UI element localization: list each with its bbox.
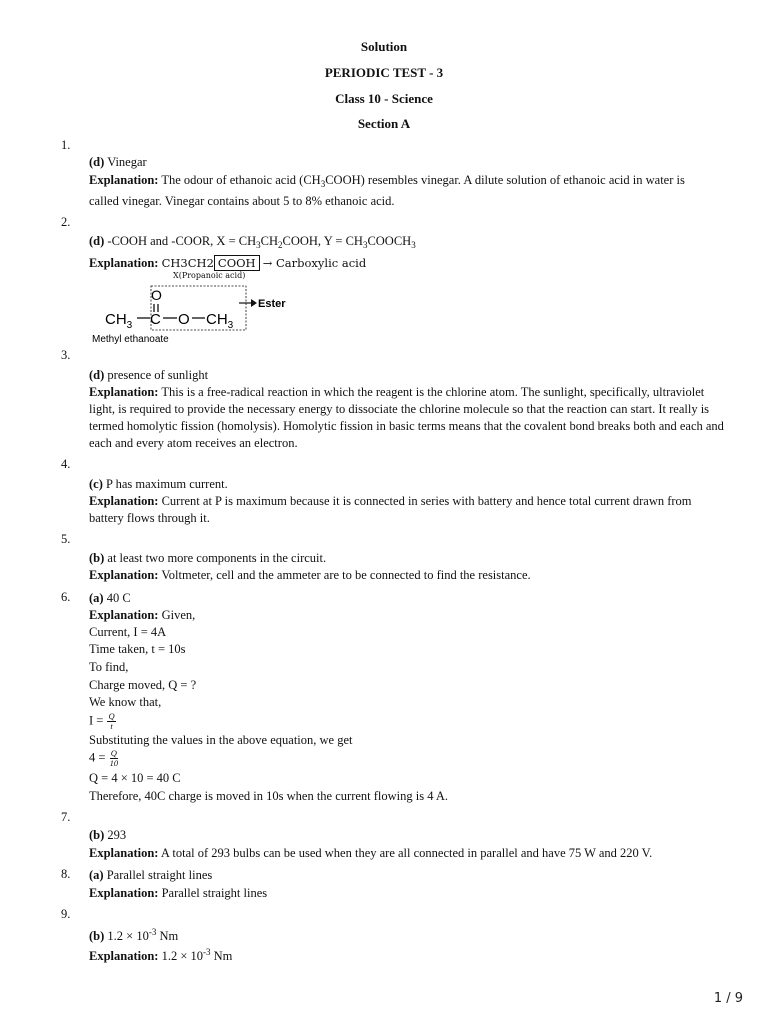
answer-option: (d) xyxy=(89,155,105,169)
explanation-line: Therefore, 40C charge is moved in 10s when the current flowing is 4 A. xyxy=(89,789,449,803)
methyl-right: $CH_3$ xyxy=(206,311,234,331)
explanation-label: Explanation: xyxy=(89,385,159,399)
answer-line xyxy=(89,867,734,885)
question-number: 9. xyxy=(61,907,71,921)
answer-text: CH xyxy=(260,234,278,248)
explanation-line: Time taken, t = 10s xyxy=(89,642,186,656)
explanation-text: This is a free-radical reaction in which the reagent is the chlorine atom. The sunlight, specifically, ultraviolet xyxy=(161,385,705,399)
subscript: 3 xyxy=(362,240,368,250)
answer-line xyxy=(89,367,734,385)
methyl-ethanoate-structure xyxy=(89,283,309,347)
explanation-line: termed homolytic fission (homolysis). Homolytic fission in basic terms means that the covalent bond breaks both and each and xyxy=(89,419,724,433)
explanation-line: Charge moved, Q = ? xyxy=(89,678,197,692)
oxygen-middle: O xyxy=(178,311,190,328)
answer-option: (c) xyxy=(89,477,103,491)
compound-name: Methyl ethanoate xyxy=(92,334,169,345)
formula-text: 4 = xyxy=(89,750,106,765)
explanation-text: The odour of ethanoic acid (CH xyxy=(161,173,321,187)
answer-line xyxy=(89,590,734,608)
answer-text: COOCH xyxy=(367,234,412,248)
question-number: 4. xyxy=(61,457,71,471)
answer-line xyxy=(89,928,734,946)
explanation-line: Substituting the values in the above equation, we get xyxy=(89,733,353,747)
explanation-line xyxy=(89,607,734,625)
section-title: Section A xyxy=(357,116,411,131)
answer-text: Vinegar xyxy=(107,155,147,169)
answer-option: (d) xyxy=(89,234,105,248)
formula-line xyxy=(89,749,734,768)
explanation-line: each and every atom receives an electron. xyxy=(89,436,298,450)
answer-option: (a) xyxy=(89,868,104,882)
explanation-line xyxy=(89,885,734,903)
superscript: -3 xyxy=(148,927,157,937)
explanation-text: Voltmeter, cell and the ammeter are to be connected to find the resistance. xyxy=(161,568,531,582)
test-title: PERIODIC TEST - 3 xyxy=(324,65,444,80)
superscript: -3 xyxy=(203,947,211,957)
explanation-line xyxy=(89,567,734,585)
answer-text: P has maximum current. xyxy=(106,477,228,491)
fraction-q-over-10: $\frac{Q}{10}$ xyxy=(109,748,119,768)
explanation-line: called vinegar. Vinegar contains about 5 to 8% ethanoic acid. xyxy=(89,194,395,208)
explanation-line xyxy=(89,845,734,863)
question-number: 2. xyxy=(61,215,71,229)
fraction-q-over-t: $\frac{Q}{t}$ xyxy=(108,711,115,731)
explanation-text: Given, xyxy=(161,608,196,622)
carbon: C xyxy=(150,311,161,328)
answer-line xyxy=(89,827,734,845)
subscript: 2 xyxy=(278,240,283,250)
explanation-line xyxy=(89,255,734,273)
question-number: 7. xyxy=(61,810,71,824)
explanation-label: Explanation: xyxy=(89,608,159,622)
answer-text: -COOH and -COOR, X = CH xyxy=(107,234,257,248)
explanation-line xyxy=(89,493,734,511)
formula-boxed-group: COOH xyxy=(214,255,260,271)
propanoic-label: X(Propanoic acid) xyxy=(173,271,246,280)
explanation-text: Current at P is maximum because it is connected in series with battery and hence total current drawn from xyxy=(161,494,692,508)
explanation-text: 1.2 × 10 xyxy=(161,949,204,963)
ester-label: Ester xyxy=(258,298,286,310)
question-number: 3. xyxy=(61,348,71,362)
answer-text: 40 C xyxy=(106,591,131,605)
answer-line xyxy=(89,550,734,568)
formula-result: → Carboxylic acid xyxy=(262,256,367,270)
answer-text: presence of sunlight xyxy=(107,368,209,382)
solution-heading: Solution xyxy=(360,39,408,54)
explanation-label: Explanation: xyxy=(89,494,159,508)
explanation-text: Parallel straight lines xyxy=(161,886,268,900)
page-indicator: 1 / 9 xyxy=(713,991,743,1006)
answer-text: Nm xyxy=(156,929,179,943)
answer-text: COOH, Y = CH xyxy=(282,234,363,248)
class-title: Class 10 - Science xyxy=(335,91,433,106)
formula-text: CH3CH2 xyxy=(161,256,214,270)
oxygen-top: O xyxy=(151,287,162,303)
answer-text: 293 xyxy=(107,828,127,842)
explanation-line xyxy=(89,384,734,402)
explanation-text: COOH) resembles vinegar. A dilute solution of ethanoic acid in water is xyxy=(325,173,685,187)
answer-text: at least two more components in the circuit. xyxy=(107,551,327,565)
explanation-label: Explanation: xyxy=(89,568,159,582)
answer-line xyxy=(89,154,734,172)
answer-text: Parallel straight lines xyxy=(106,868,213,882)
subscript: 3 xyxy=(256,240,261,250)
explanation-line xyxy=(89,172,734,190)
explanation-line: We know that, xyxy=(89,695,162,709)
explanation-line: battery flows through it. xyxy=(89,511,210,525)
question-number: 6. xyxy=(61,590,71,604)
answer-option: (b) xyxy=(89,551,105,565)
answer-option: (a) xyxy=(89,591,104,605)
subscript: 3 xyxy=(411,240,416,250)
explanation-label: Explanation: xyxy=(89,886,159,900)
explanation-line: light, is required to provide the necessary energy to dissociate the chlorine molecule so that the reaction can start. It really is xyxy=(89,402,710,416)
explanation-line xyxy=(89,948,734,966)
explanation-label: Explanation: xyxy=(89,173,159,187)
methyl-left: $CH_3$ xyxy=(105,311,133,331)
answer-line xyxy=(89,233,734,251)
explanation-label: Explanation: xyxy=(89,949,159,963)
explanation-line: Q = 4 × 10 = 40 C xyxy=(89,771,181,785)
question-number: 8. xyxy=(61,867,71,881)
explanation-line: To find, xyxy=(89,660,129,674)
question-number: 1. xyxy=(61,138,71,152)
question-number: 5. xyxy=(61,532,71,546)
subscript: 3 xyxy=(320,179,326,189)
answer-option: (b) xyxy=(89,828,105,842)
explanation-label: Explanation: xyxy=(89,256,159,270)
explanation-label: Explanation: xyxy=(89,846,159,860)
explanation-text: Nm xyxy=(210,949,233,963)
answer-text: 1.2 × 10 xyxy=(107,929,149,943)
explanation-text: A total of 293 bulbs can be used when they are all connected in parallel and have 75 W and 220 V. xyxy=(160,846,653,860)
formula-line xyxy=(89,712,734,731)
formula-text: I = xyxy=(89,713,104,728)
answer-option: (b) xyxy=(89,929,105,943)
explanation-line: Current, I = 4A xyxy=(89,625,167,639)
answer-option: (d) xyxy=(89,368,105,382)
answer-line xyxy=(89,476,734,494)
ester-arrow-head xyxy=(251,299,257,307)
